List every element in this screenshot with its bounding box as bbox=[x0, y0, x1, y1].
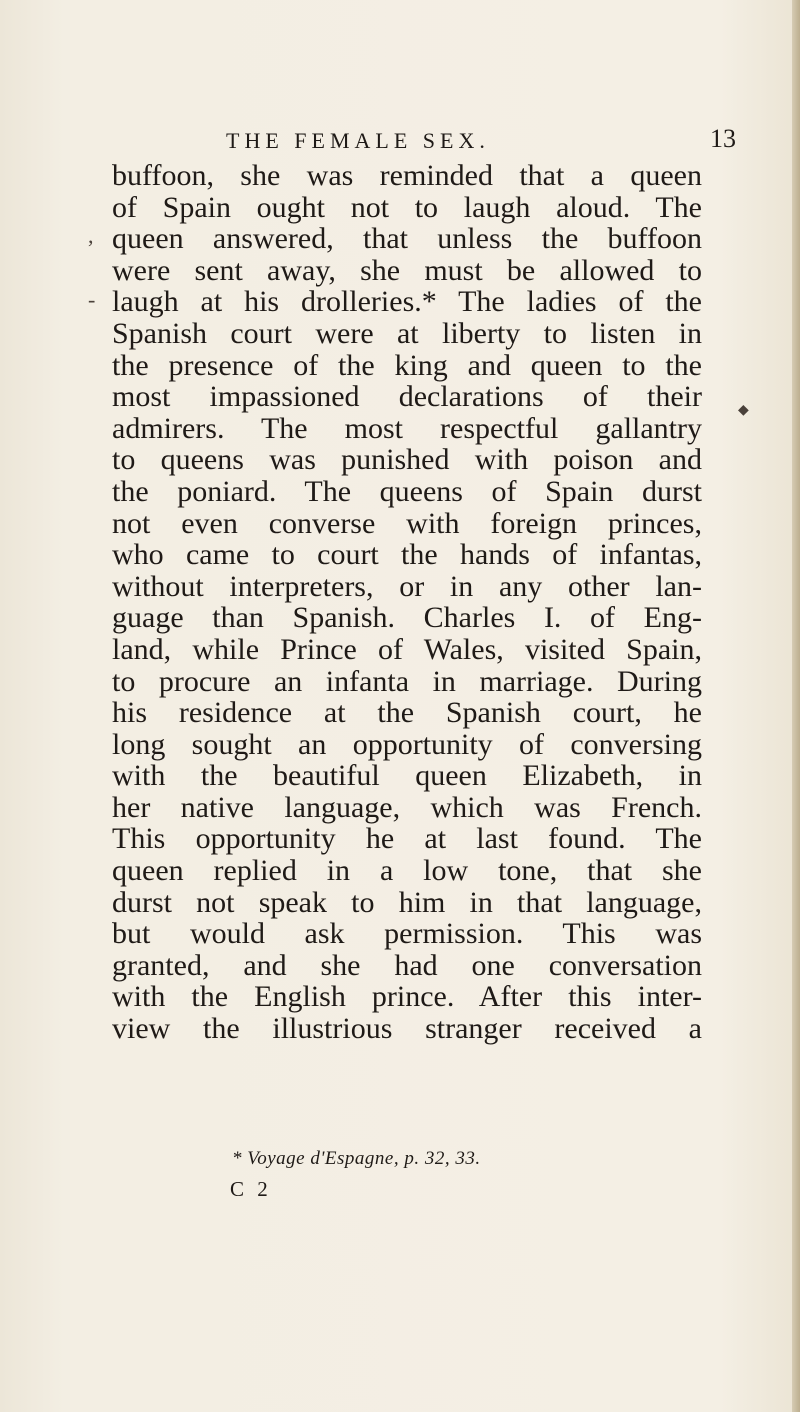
text-line: his residence at the Spanish court, he bbox=[112, 696, 702, 730]
text-line: view the illustrious stranger received a bbox=[112, 1012, 702, 1046]
text-line: with the English prince. After this inter- bbox=[112, 980, 702, 1014]
text-line: but would ask permission. This was bbox=[112, 917, 702, 951]
text-line: granted, and she had one conversation bbox=[112, 948, 702, 982]
text-line: land, while Prince of Wales, visited Spain, bbox=[112, 632, 702, 666]
text-line: her native language, which was French. bbox=[112, 790, 702, 824]
text-line: queen answered, that unless the buffoon bbox=[112, 222, 702, 256]
text-line: to procure an infanta in marriage. During bbox=[112, 664, 702, 698]
footnote: * Voyage d'Espagne, p. 32, 33. bbox=[232, 1148, 481, 1169]
margin-speck: - bbox=[88, 287, 96, 312]
text-line: admirers. The most respectful gallantry bbox=[112, 411, 702, 445]
margin-speck: ◆ bbox=[738, 403, 749, 418]
running-head bbox=[0, 118, 800, 158]
text-line: who came to court the hands of infantas, bbox=[112, 538, 702, 572]
text-line: This opportunity he at last found. The bbox=[112, 822, 702, 856]
signature-mark: C 2 bbox=[230, 1177, 272, 1201]
text-line: not even converse with foreign princes, bbox=[112, 506, 702, 540]
text-line: of Spain ought not to laugh aloud. The bbox=[112, 190, 702, 224]
text-line: with the beautiful queen Elizabeth, in bbox=[112, 759, 702, 793]
text-line: guage than Spanish. Charles I. of Eng- bbox=[112, 601, 702, 635]
text-line: the poniard. The queens of Spain durst bbox=[112, 474, 702, 508]
page-edge-shadow bbox=[792, 0, 800, 1412]
text-line: without interpreters, or in any other lan- bbox=[112, 569, 702, 603]
text-line: queen replied in a low tone, that she bbox=[112, 854, 702, 888]
running-title: THE FEMALE SEX. bbox=[226, 128, 490, 153]
text-line: durst not speak to him in that language, bbox=[112, 885, 702, 919]
page-number: 13 bbox=[710, 124, 736, 153]
text-line: the presence of the king and queen to the bbox=[112, 348, 702, 382]
text-line: to queens was punished with poison and bbox=[112, 443, 702, 477]
text-line: Spanish court were at liberty to listen in bbox=[112, 316, 702, 350]
text-line: laugh at his drolleries.* The ladies of the bbox=[112, 285, 702, 319]
text-line: buffoon, she was reminded that a queen bbox=[112, 159, 702, 192]
text-line: most impassioned declarations of their bbox=[112, 380, 702, 414]
text-line: long sought an opportunity of conversing bbox=[112, 727, 702, 761]
margin-speck: , bbox=[88, 223, 94, 248]
body-text bbox=[112, 160, 702, 1045]
text-line: were sent away, she must be allowed to bbox=[112, 253, 702, 287]
